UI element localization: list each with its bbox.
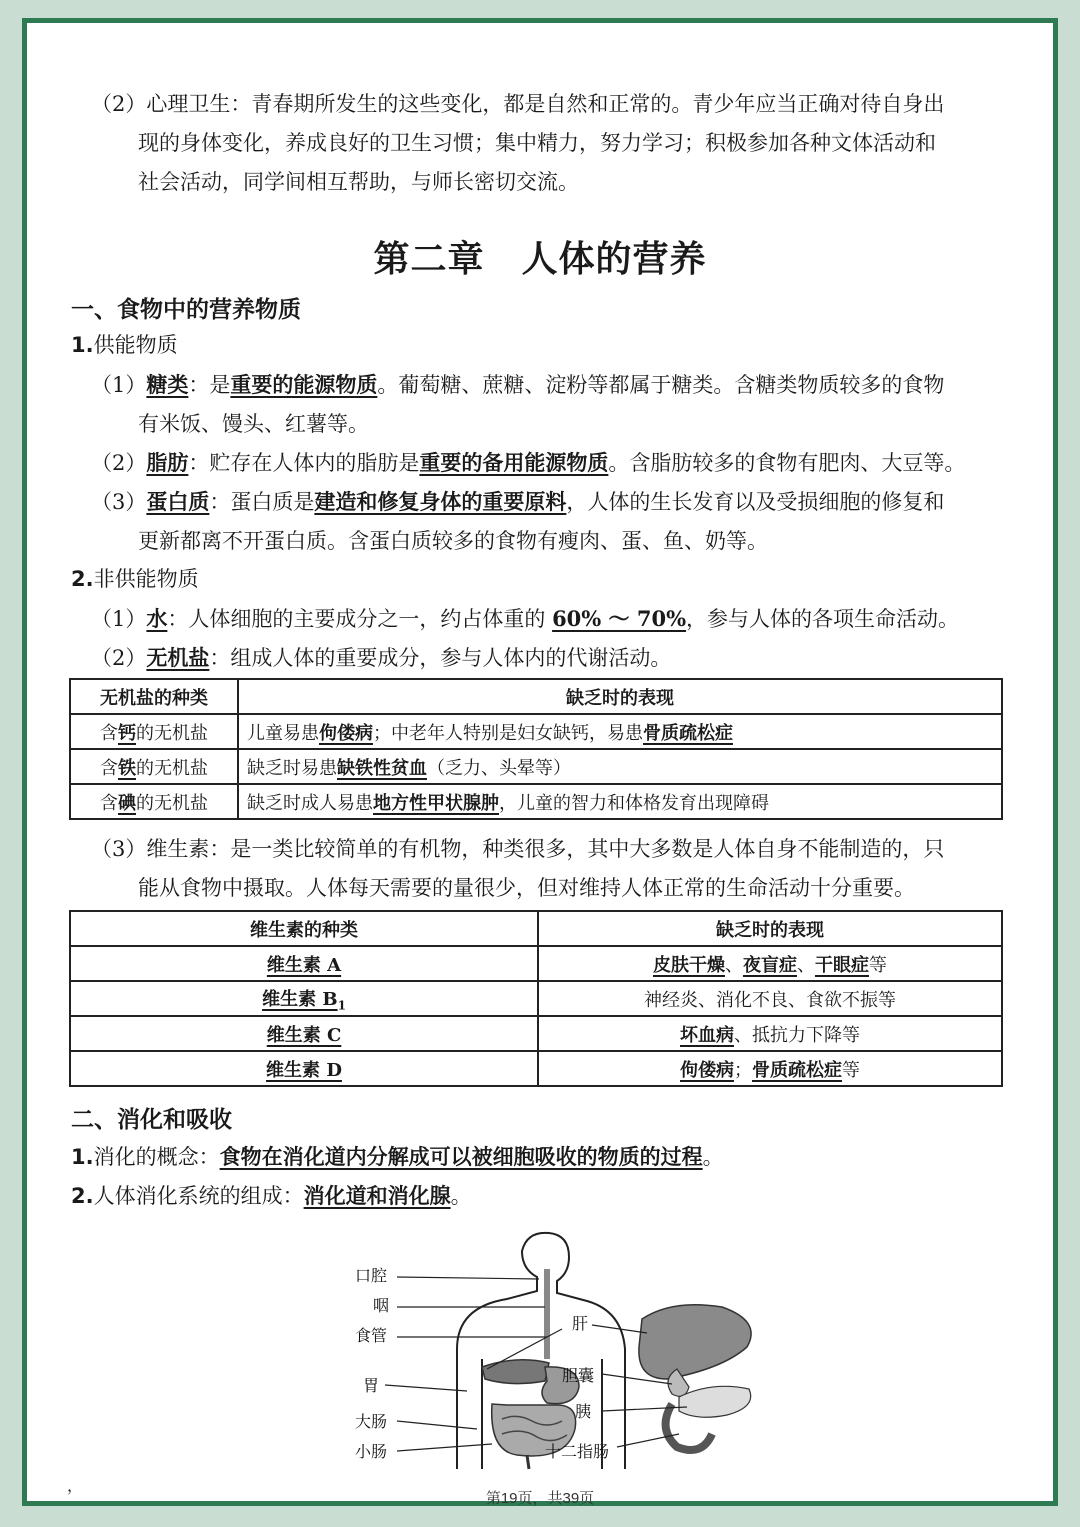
table-row: 含铁的无机盐 缺乏时易患缺铁性贫血（乏力、头晕等） [70, 749, 1002, 784]
table-header: 缺乏时的表现 [238, 679, 1002, 714]
document-page [22, 18, 1058, 1506]
chapter-title: 第二章 人体的营养 [373, 239, 707, 280]
label-small-intestine: 小肠 [355, 1442, 388, 1461]
page-footer: 第19页，共39页 [485, 1490, 595, 1507]
table-header: 无机盐的种类 [70, 679, 238, 714]
corner-mark: ， [67, 1476, 84, 1495]
vitamin-table [69, 910, 1003, 1087]
item-sugar: （1）糖类：是重要的能源物质。葡萄糖、蔗糖、淀粉等都属于糖类。含糖类物质较多的食物 有米饭、馒头、红薯等。 [91, 372, 945, 436]
subheading-energy: 1.供能物质 [71, 333, 178, 357]
item-protein: （3）蛋白质：蛋白质是建造和修复身体的重要原料，人体的生长发育以及受损细胞的修复和 更新都离不开蛋白质。含蛋白质较多的食物有瘦肉、蛋、鱼、奶等。 [91, 489, 945, 553]
liver-shape [482, 1360, 549, 1384]
item-vitamin: （3）维生素：是一类比较简单的有机物，种类很多，其中大多数是人体自身不能制造的，只 能从食物中摄取。人体每天需要的量很少，但对维持人体正常的生命活动十分重要。 [91, 837, 945, 900]
label-duodenum: 十二指肠 [545, 1442, 610, 1461]
item-fat: （2）脂肪：贮存在人体内的脂肪是重要的备用能源物质。含脂肪较多的食物有肥肉、大豆等。 [91, 450, 966, 475]
text-line: （2）心理卫生：青春期所发生的这些变化，都是自然和正常的。青少年应当正确对待自身出 [91, 92, 945, 116]
text-line: 现的身体变化，养成良好的卫生习惯；集中精力，努力学习；积极参加各种文体活动和 [138, 131, 936, 155]
item-salt: （2）无机盐：组成人体的重要成分，参与人体内的代谢活动。 [91, 645, 672, 670]
table-row: 维生素 D 佝偻病；骨质疏松症等 [70, 1051, 1002, 1086]
section-title: 二、消化和吸收 [71, 1107, 232, 1133]
section-title: 一、食物中的营养物质 [71, 297, 301, 323]
label-liver: 肝 [572, 1314, 589, 1333]
pancreas-shape [679, 1386, 751, 1417]
label-pharynx: 咽 [373, 1296, 390, 1315]
mineral-table [69, 678, 1003, 820]
table-row: 维生素 C 坏血病、抵抗力下降等 [70, 1016, 1002, 1051]
table-row: 含碘的无机盐 缺乏时成人易患地方性甲状腺肿，儿童的智力和体格发育出现障碍 [70, 784, 1002, 819]
intro-paragraph [91, 85, 944, 202]
label-stomach: 胃 [363, 1376, 380, 1395]
label-large-intestine: 大肠 [355, 1412, 388, 1431]
label-mouth: 口腔 [355, 1266, 388, 1285]
table-row: 维生素 A 皮肤干燥、夜盲症、干眼症等 [70, 946, 1002, 981]
item-water: （1）水：人体细胞的主要成分之一，约占体重的 60% ～ 70%，参与人体的各项生命活动。 [91, 606, 960, 631]
table-row: 维生素 $B_1$ 神经炎、消化不良、食欲不振等 [70, 981, 1002, 1016]
digestive-system-diagram [317, 1229, 757, 1479]
label-esophagus: 食管 [355, 1326, 388, 1345]
text-line: 社会活动，同学间相互帮助，与师长密切交流。 [138, 170, 579, 194]
table-header-row [70, 679, 1002, 714]
table-row: 含钙的无机盐 儿童易患佝偻病；中老年人特别是妇女缺钙，易患骨质疏松症 [70, 714, 1002, 749]
table-header-row: 维生素的种类 缺乏时的表现 [70, 911, 1002, 946]
digestive-system-composition: 2.人体消化系统的组成：消化道和消化腺。 [71, 1183, 472, 1208]
liver-detail-shape [639, 1305, 751, 1379]
digestion-concept: 1.消化的概念：食物在消化道内分解成可以被细胞吸收的物质的过程。 [71, 1144, 724, 1169]
label-pancreas: 胰 [575, 1402, 592, 1421]
label-gallbladder: 胆囊 [562, 1366, 595, 1385]
subheading-non-energy: 2.非供能物质 [71, 567, 199, 591]
